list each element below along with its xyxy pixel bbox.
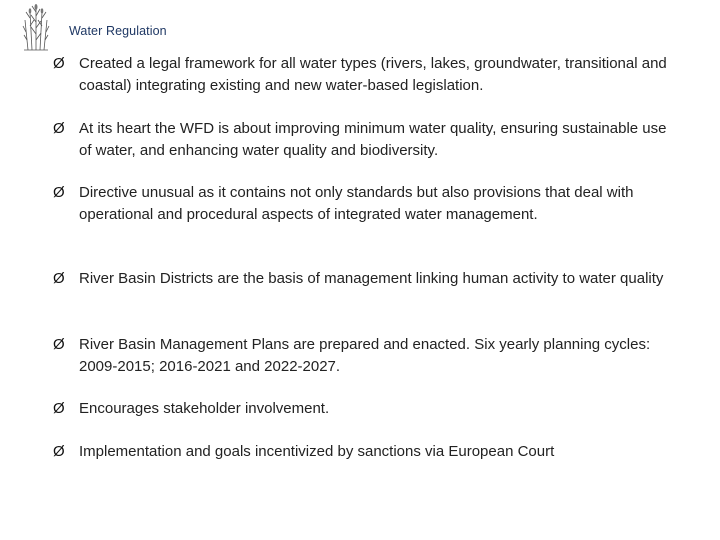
arrow-bullet-icon: Ø [53, 400, 65, 417]
bullet-item [53, 182, 683, 226]
bullet-item [53, 118, 683, 162]
arrow-bullet-icon: Ø [53, 443, 65, 460]
bullet-text: River Basin Management Plans are prepared and enacted. Six yearly planning cycles: 2009-2015; 2016-2021 and 2022-2027. [79, 336, 651, 375]
bullet-item [53, 268, 683, 290]
arrow-bullet-icon: Ø [53, 55, 65, 72]
bullet-item [53, 53, 683, 97]
bullet-text: Encourages stakeholder involvement. [79, 400, 330, 417]
arrow-bullet-icon: Ø [53, 184, 65, 201]
bullet-text: River Basin Districts are the basis of management linking human activity to water quality [79, 270, 664, 287]
bullet-item [53, 334, 683, 378]
arrow-bullet-icon: Ø [53, 336, 65, 353]
bullet-text: Directive unusual as it contains not only standards but also provisions that deal with operational and procedural aspects of integrated water management. [79, 184, 634, 223]
bullet-text: At its heart the WFD is about improving minimum water quality, ensuring sustainable use of water, and enhancing water quality and biodiversity. [79, 120, 667, 159]
bullet-text: Implementation and goals incentivized by sanctions via European Court [79, 443, 555, 460]
page-title: Water Regulation [69, 24, 167, 38]
reed-plant-logo-icon [22, 2, 50, 52]
arrow-bullet-icon: Ø [53, 120, 65, 137]
bullet-text: Created a legal framework for all water types (rivers, lakes, groundwater, transitional and coastal) integrating existing and new water-based legislation. [79, 55, 667, 94]
bullet-item [53, 398, 683, 420]
arrow-bullet-icon: Ø [53, 270, 65, 287]
bullet-item [53, 441, 683, 463]
